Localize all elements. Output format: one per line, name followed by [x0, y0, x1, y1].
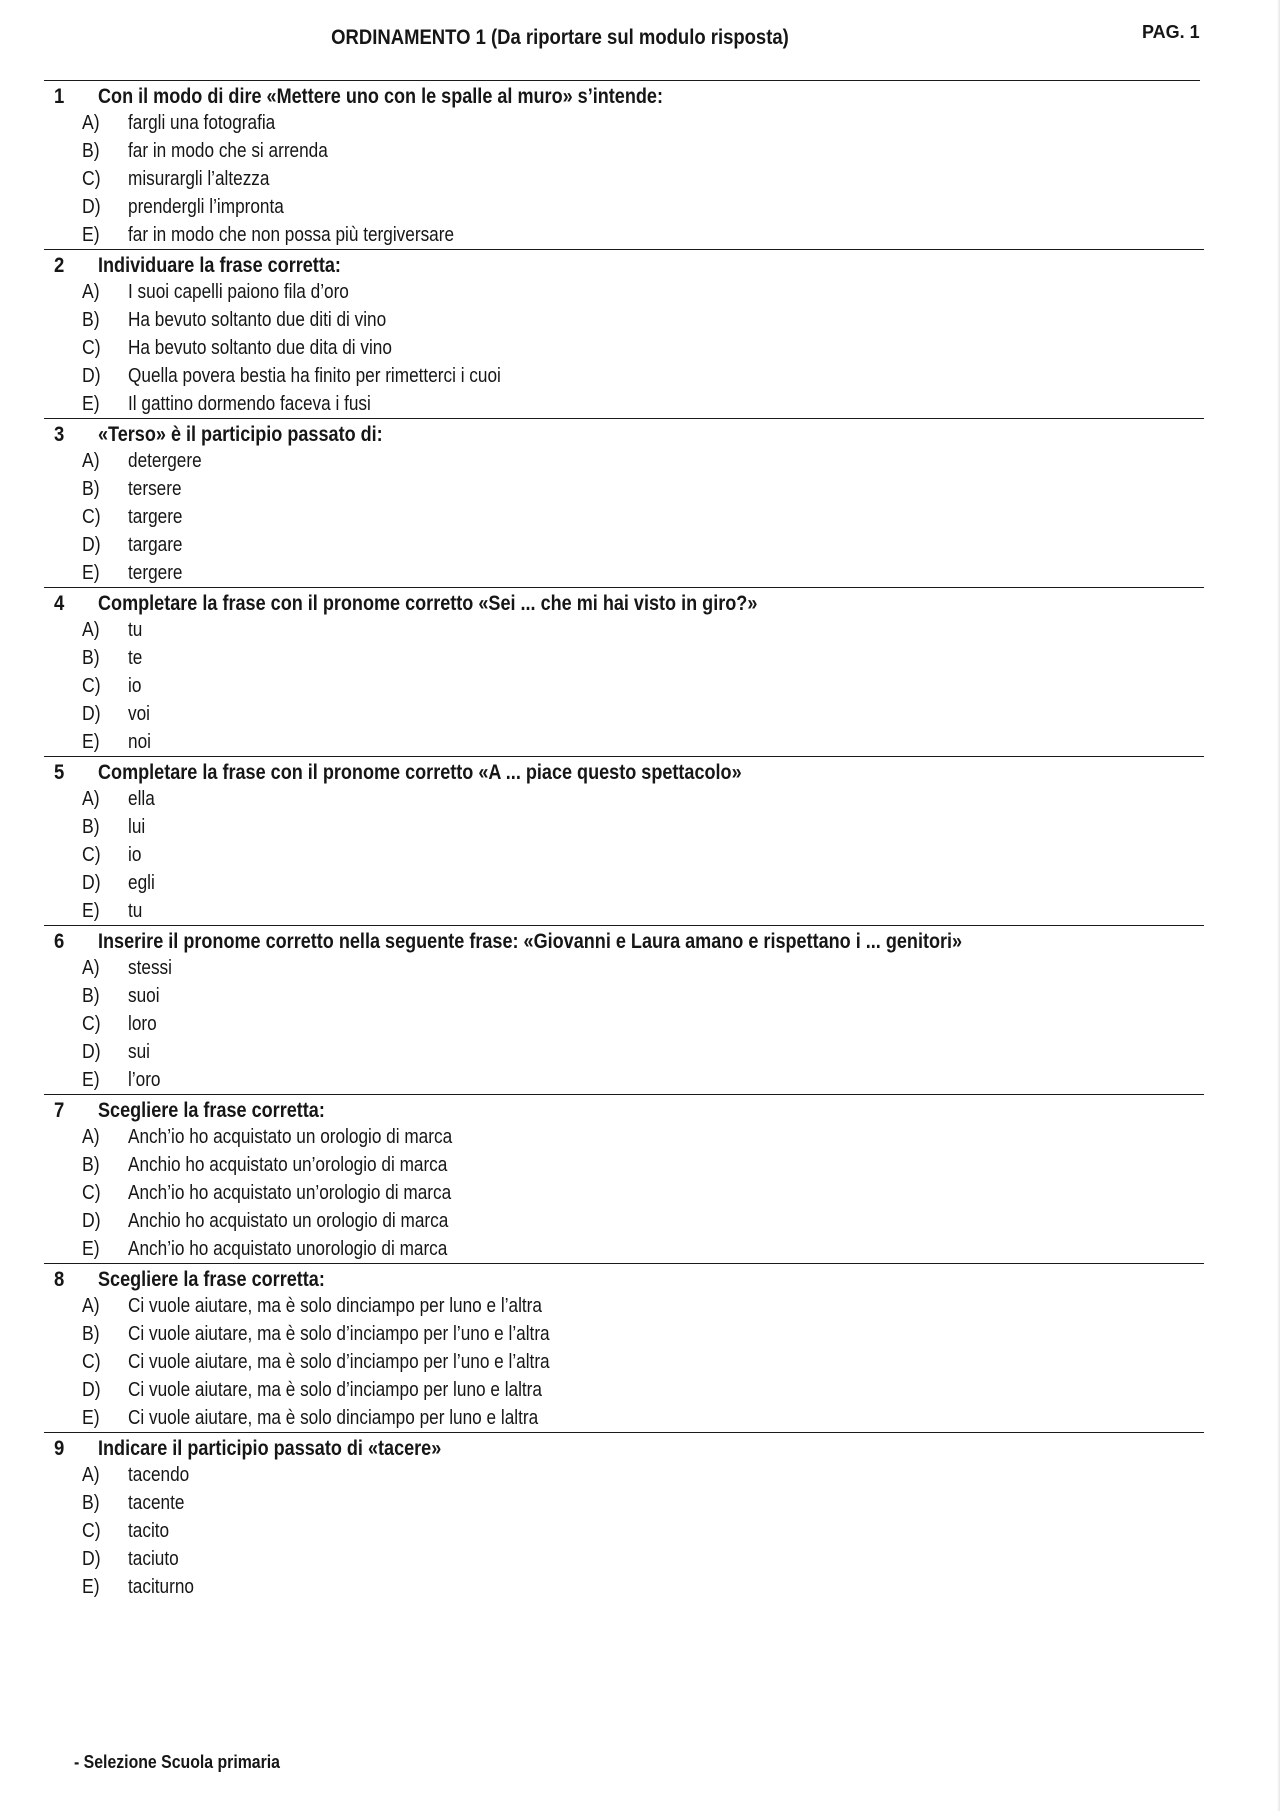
option-letter: E): [82, 1069, 100, 1091]
option-text: tu: [128, 619, 143, 641]
option-e: [44, 559, 1204, 587]
option-letter: C): [82, 1013, 101, 1035]
option-d: [44, 531, 1204, 559]
option-text: targere: [128, 506, 183, 528]
option-letter: C): [82, 1351, 101, 1373]
option-text: Anch’io ho acquistato un orologio di marca: [128, 1126, 453, 1148]
option-c: [44, 334, 1204, 362]
option-letter: C): [82, 1182, 101, 1204]
option-letter: A): [82, 788, 100, 810]
question-header: [44, 1095, 1204, 1123]
option-text: tacito: [128, 1520, 170, 1542]
option-text: stessi: [128, 957, 172, 979]
option-text: misurargli l’altezza: [128, 168, 270, 190]
option-letter: E): [82, 562, 100, 584]
option-a: [44, 954, 1204, 982]
option-letter: B): [82, 478, 100, 500]
option-letter: C): [82, 675, 101, 697]
question-text: Completare la frase con il pronome corretto «Sei ... che mi hai visto in giro?»: [98, 592, 758, 615]
option-letter: D): [82, 703, 101, 725]
option-text: suoi: [128, 985, 160, 1007]
option-a: [44, 278, 1204, 306]
option-e: [44, 1573, 1204, 1601]
option-text: Anchio ho acquistato un orologio di marca: [128, 1210, 449, 1232]
option-e: [44, 1235, 1204, 1263]
question-9: [44, 1433, 1204, 1601]
option-letter: E): [82, 1576, 100, 1598]
option-e: [44, 728, 1204, 756]
question-list: [44, 81, 1204, 1601]
option-c: [44, 1348, 1204, 1376]
option-text: sui: [128, 1041, 150, 1063]
option-text: loro: [128, 1013, 157, 1035]
option-c: [44, 841, 1204, 869]
question-text: «Terso» è il participio passato di:: [98, 423, 383, 446]
option-text: l’oro: [128, 1069, 161, 1091]
option-text: ella: [128, 788, 155, 810]
option-letter: B): [82, 985, 100, 1007]
option-text: Ci vuole aiutare, ma è solo dinciampo per luno e laltra: [128, 1407, 539, 1429]
option-text: detergere: [128, 450, 202, 472]
option-b: [44, 982, 1204, 1010]
option-text: Ci vuole aiutare, ma è solo dinciampo per luno e l’altra: [128, 1295, 542, 1317]
option-d: [44, 1038, 1204, 1066]
option-letter: B): [82, 647, 100, 669]
option-text: Ha bevuto soltanto due diti di vino: [128, 309, 387, 331]
option-letter: E): [82, 1407, 100, 1429]
option-c: [44, 165, 1204, 193]
option-letter: B): [82, 140, 100, 162]
option-b: [44, 475, 1204, 503]
question-2: [44, 250, 1204, 419]
option-letter: B): [82, 1492, 100, 1514]
option-letter: B): [82, 309, 100, 331]
option-text: Anch’io ho acquistato un’orologio di marca: [128, 1182, 452, 1204]
question-header: [44, 81, 1204, 109]
option-text: targare: [128, 534, 183, 556]
option-text: tacente: [128, 1492, 185, 1514]
option-a: [44, 109, 1204, 137]
option-text: te: [128, 647, 143, 669]
option-d: [44, 193, 1204, 221]
option-letter: E): [82, 224, 100, 246]
option-letter: A): [82, 957, 100, 979]
option-text: tu: [128, 900, 143, 922]
option-c: [44, 672, 1204, 700]
option-b: [44, 1320, 1204, 1348]
option-text: Ci vuole aiutare, ma è solo d’inciampo per l’uno e l’altra: [128, 1351, 550, 1373]
question-header: [44, 419, 1204, 447]
option-letter: A): [82, 619, 100, 641]
question-number: 2: [54, 254, 65, 277]
question-number: 9: [54, 1437, 65, 1460]
option-d: [44, 700, 1204, 728]
option-text: tergere: [128, 562, 183, 584]
option-e: [44, 1066, 1204, 1094]
option-letter: D): [82, 1041, 101, 1063]
option-c: [44, 1010, 1204, 1038]
option-text: egli: [128, 872, 155, 894]
question-8: [44, 1264, 1204, 1433]
question-7: [44, 1095, 1204, 1264]
option-letter: D): [82, 1210, 101, 1232]
option-text: far in modo che non possa più tergiversare: [128, 224, 455, 246]
option-c: [44, 503, 1204, 531]
option-e: [44, 897, 1204, 925]
option-a: [44, 785, 1204, 813]
option-text: Anch’io ho acquistato unorologio di marca: [128, 1238, 448, 1260]
option-letter: B): [82, 1154, 100, 1176]
option-e: [44, 1404, 1204, 1432]
option-letter: A): [82, 1126, 100, 1148]
option-text: I suoi capelli paiono fila d’oro: [128, 281, 349, 303]
question-header: [44, 588, 1204, 616]
question-header: [44, 1433, 1204, 1461]
question-text: Individuare la frase corretta:: [98, 254, 341, 277]
option-letter: D): [82, 872, 101, 894]
option-b: [44, 813, 1204, 841]
question-1: [44, 81, 1204, 250]
option-a: [44, 616, 1204, 644]
option-a: [44, 1123, 1204, 1151]
question-number: 3: [54, 423, 65, 446]
option-d: [44, 869, 1204, 897]
option-letter: E): [82, 900, 100, 922]
option-b: [44, 644, 1204, 672]
option-letter: D): [82, 196, 101, 218]
option-c: [44, 1517, 1204, 1545]
option-text: Quella povera bestia ha finito per rimetterci i cuoi: [128, 365, 501, 387]
option-b: [44, 1151, 1204, 1179]
option-c: [44, 1179, 1204, 1207]
option-text: noi: [128, 731, 151, 753]
option-letter: A): [82, 1464, 100, 1486]
option-d: [44, 362, 1204, 390]
option-letter: D): [82, 1548, 101, 1570]
option-text: Ha bevuto soltanto due dita di vino: [128, 337, 392, 359]
question-number: 8: [54, 1268, 65, 1291]
option-d: [44, 1207, 1204, 1235]
option-letter: C): [82, 1520, 101, 1542]
question-text: Con il modo di dire «Mettere uno con le spalle al muro» s’intende:: [98, 85, 663, 108]
option-text: prendergli l’impronta: [128, 196, 284, 218]
option-text: lui: [128, 816, 146, 838]
question-number: 5: [54, 761, 65, 784]
option-text: tacendo: [128, 1464, 190, 1486]
option-text: taciuto: [128, 1548, 179, 1570]
option-letter: D): [82, 534, 101, 556]
question-6: [44, 926, 1204, 1095]
option-letter: A): [82, 281, 100, 303]
question-5: [44, 757, 1204, 926]
question-4: [44, 588, 1204, 757]
option-d: [44, 1545, 1204, 1573]
question-text: Scegliere la frase corretta:: [98, 1099, 325, 1122]
question-3: [44, 419, 1204, 588]
option-letter: D): [82, 1379, 101, 1401]
option-letter: E): [82, 1238, 100, 1260]
option-a: [44, 447, 1204, 475]
question-text: Indicare il participio passato di «tacere»: [98, 1437, 442, 1460]
option-d: [44, 1376, 1204, 1404]
question-number: 6: [54, 930, 65, 953]
option-text: far in modo che si arrenda: [128, 140, 328, 162]
option-letter: C): [82, 506, 101, 528]
question-text: Inserire il pronome corretto nella seguente frase: «Giovanni e Laura amano e rispettano i ... genitori»: [98, 930, 963, 953]
question-header: [44, 926, 1204, 954]
question-header: [44, 250, 1204, 278]
question-number: 4: [54, 592, 65, 615]
question-header: [44, 757, 1204, 785]
option-letter: C): [82, 844, 101, 866]
option-letter: D): [82, 365, 101, 387]
option-letter: B): [82, 816, 100, 838]
option-a: [44, 1461, 1204, 1489]
option-text: Il gattino dormendo faceva i fusi: [128, 393, 371, 415]
option-b: [44, 1489, 1204, 1517]
option-e: [44, 221, 1204, 249]
option-text: fargli una fotografia: [128, 112, 276, 134]
option-letter: E): [82, 731, 100, 753]
option-b: [44, 306, 1204, 334]
option-text: Ci vuole aiutare, ma è solo d’inciampo per luno e laltra: [128, 1379, 542, 1401]
option-b: [44, 137, 1204, 165]
page-title: ORDINAMENTO 1 (Da riportare sul modulo risposta): [331, 26, 789, 49]
option-letter: C): [82, 168, 101, 190]
option-letter: A): [82, 112, 100, 134]
option-text: Anchio ho acquistato un’orologio di marca: [128, 1154, 448, 1176]
option-letter: A): [82, 450, 100, 472]
option-text: Ci vuole aiutare, ma è solo d’inciampo per l’uno e l’altra: [128, 1323, 550, 1345]
option-a: [44, 1292, 1204, 1320]
option-text: tersere: [128, 478, 182, 500]
option-text: taciturno: [128, 1576, 194, 1598]
option-text: io: [128, 844, 142, 866]
option-letter: A): [82, 1295, 100, 1317]
option-text: voi: [128, 703, 150, 725]
option-letter: C): [82, 337, 101, 359]
option-letter: E): [82, 393, 100, 415]
question-text: Scegliere la frase corretta:: [98, 1268, 325, 1291]
question-text: Completare la frase con il pronome corretto «A ... piace questo spettacolo»: [98, 761, 742, 784]
page-number: PAG. 1: [1142, 22, 1200, 42]
question-header: [44, 1264, 1204, 1292]
question-number: 1: [54, 85, 65, 108]
question-number: 7: [54, 1099, 65, 1122]
option-letter: B): [82, 1323, 100, 1345]
footer-note: - Selezione Scuola primaria: [74, 1752, 281, 1772]
option-e: [44, 390, 1204, 418]
option-text: io: [128, 675, 142, 697]
